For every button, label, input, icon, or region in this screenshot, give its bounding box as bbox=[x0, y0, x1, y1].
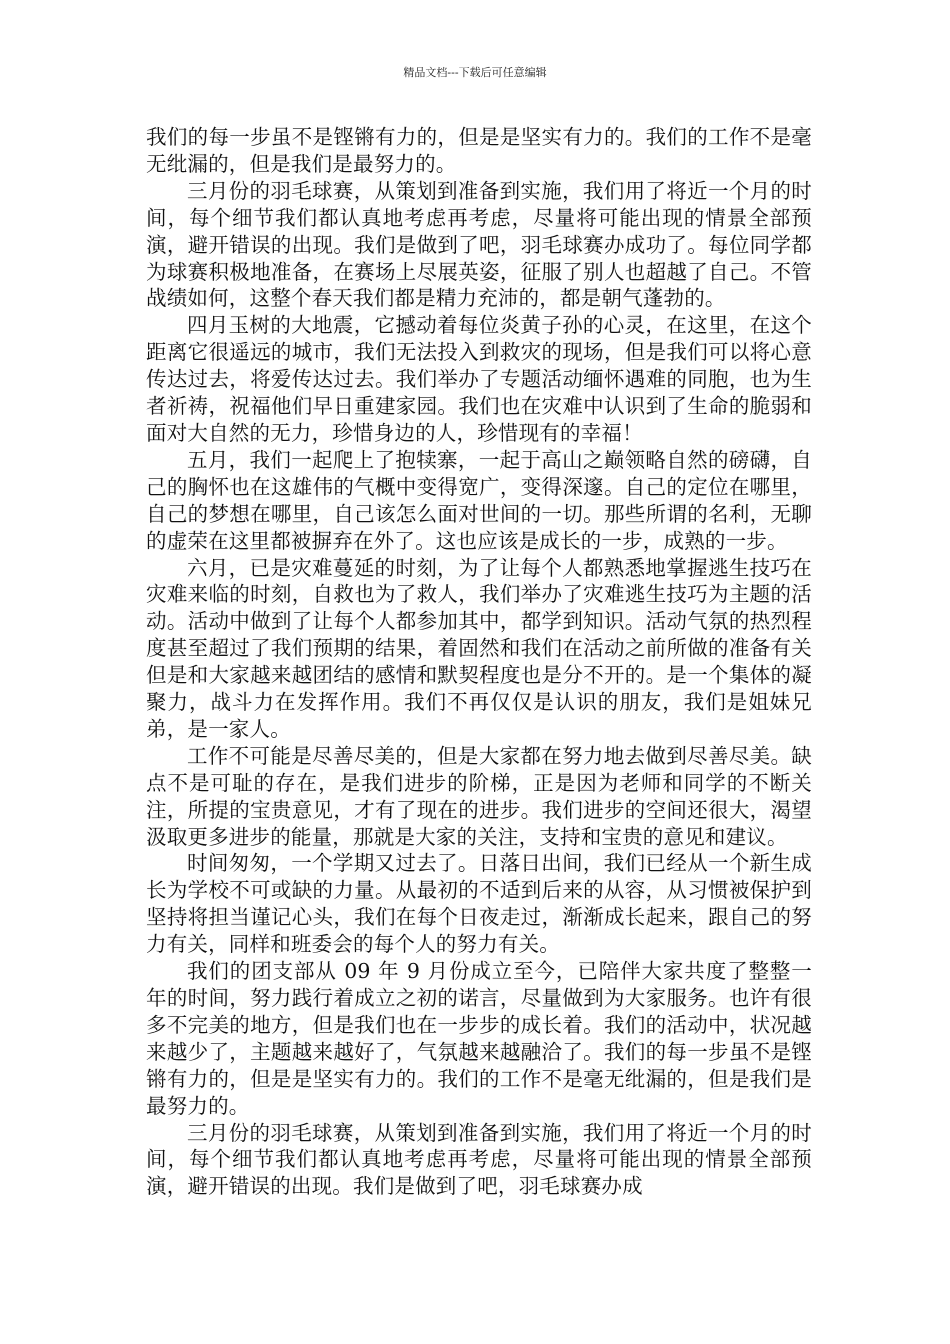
document-body bbox=[146, 124, 812, 1200]
page-header: 精品文档---下载后可任意编辑 bbox=[403, 66, 547, 79]
paragraph: 六月，已是灾难蔓延的时刻，为了让每个人都熟悉地掌握逃生技巧在灾难来临的时刻，自救也为了救人，我们举办了灾难逃生技巧为主题的活动。活动中做到了让每个人都参加其中，都学到知识。活动气氛的热烈程度甚至超过了我们预期的结果，着固然和我们在活动之前所做的准备有关但是和大家越来越团结的感情和默契程度也是分不开的。是一个集体的凝聚力，战斗力在发挥作用。我们不再仅仅是认识的朋友，我们是姐妹兄弟，是一家人。 bbox=[146, 555, 812, 741]
paragraph: 我们的团支部从 09 年 9 月份成立至今，已陪伴大家共度了整整一年的时间，努力践行着成立之初的诺言，尽量做到为大家服务。也许有很多不完美的地方，但是我们也在一步步的成长着。我们的活动中，状况越来越少了，主题越来越好了，气氛越来越融洽了。我们的每一步虽不是铿锵有力的，但是是坚实有力的。我们的工作不是毫无纰漏的，但是我们是最努力的。 bbox=[146, 959, 812, 1118]
paragraph: 三月份的羽毛球赛，从策划到准备到实施，我们用了将近一个月的时间，每个细节我们都认真地考虑再考虑，尽量将可能出现的情景全部预演，避开错误的出现。我们是做到了吧，羽毛球赛办成 bbox=[146, 1120, 812, 1199]
paragraph: 工作不可能是尽善尽美的，但是大家都在努力地去做到尽善尽美。缺点不是可耻的存在，是我们进步的阶梯，正是因为老师和同学的不断关注，所提的宝贵意见，才有了现在的进步。我们进步的空间还很大，渴望汲取更多进步的能量，那就是大家的关注，支持和宝贵的意见和建议。 bbox=[146, 743, 812, 849]
paragraph: 三月份的羽毛球赛，从策划到准备到实施，我们用了将近一个月的时间，每个细节我们都认真地考虑再考虑，尽量将可能出现的情景全部预演，避开错误的出现。我们是做到了吧，羽毛球赛办成功了。每位同学都为球赛积极地准备，在赛场上尽展英姿，征服了别人也超越了自己。不管战绩如何，这整个春天我们都是精力充沛的，都是朝气蓬勃的。 bbox=[146, 178, 812, 311]
paragraph: 五月，我们一起爬上了抱犊寨，一起于高山之巅领略自然的磅礴，自己的胸怀也在这雄伟的气概中变得宽广，变得深邃。自己的定位在哪里，自己的梦想在哪里，自己该怎么面对世间的一切。那些所谓的名利，无聊的虚荣在这里都被摒弃在外了。这也应该是成长的一步，成熟的一步。 bbox=[146, 447, 812, 553]
paragraph: 我们的每一步虽不是铿锵有力的，但是是坚实有力的。我们的工作不是毫无纰漏的，但是我们是最努力的。 bbox=[146, 125, 812, 176]
paragraph: 时间匆匆，一个学期又过去了。日落日出间，我们已经从一个新生成长为学校不可或缺的力量。从最初的不适到后来的从容，从习惯被保护到坚持将担当谨记心头，我们在每个日夜走过，渐渐成长起来，跟自己的努力有关，同样和班委会的每个人的努力有关。 bbox=[146, 851, 812, 957]
paragraph: 四月玉树的大地震，它撼动着每位炎黄子孙的心灵，在这里，在这个距离它很遥远的城市，我们无法投入到救灾的现场，但是我们可以将心意传达过去，将爱传达过去。我们举办了专题活动缅怀遇难的同胞，也为生者祈祷，祝福他们早日重建家园。我们也在灾难中认识到了生命的脆弱和面对大自然的无力，珍惜身边的人，珍惜现有的幸福！ bbox=[146, 313, 812, 445]
